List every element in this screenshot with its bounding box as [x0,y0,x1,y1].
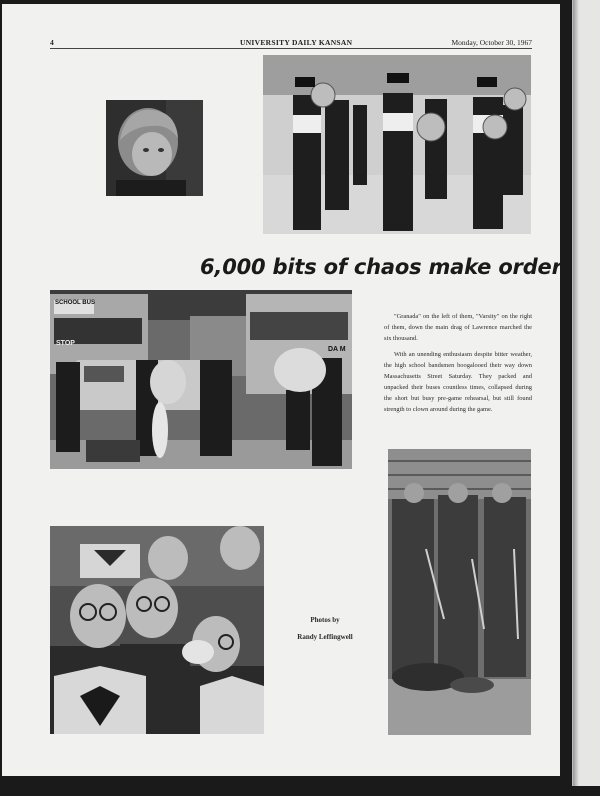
page-number: 4 [50,38,54,47]
stop-sign: STOP [56,340,75,347]
issue-date: Monday, October 30, 1967 [451,38,532,47]
photo-child-portrait [106,100,203,196]
bus-number-sign: DA M [328,346,346,353]
photo-credit [282,612,368,646]
story-paragraph: "Granada" on the left of them, "Varsity" on the right of them, down the main drag of Lawrence marched the six thousand. [384,313,532,342]
credit-label: Photos by [310,616,340,624]
masthead [50,38,532,48]
story-text [384,311,532,420]
photo-marching-band [263,55,531,234]
headline: 6,000 bits of chaos make order [200,255,562,279]
story-paragraph: With an unending enthusiasm despite bitter weather, the high school bandsmen boogalooed their way down Massachusetts Street Saturday. They packed and unpacked their buses countless times, collapsed during the short but busy pre-game rehearsal, but still found strength to clown around during the game. [384,351,532,413]
school-bus-sign: SCHOOL BUS [55,300,95,306]
photo-bandsmen-trombones [388,449,531,735]
photographer-name: Randy Leffingwell [297,633,353,641]
adjacent-page-edge [572,0,600,786]
photo-smiling-bandsmen [50,526,264,734]
masthead-rule [50,48,532,49]
paper-name: UNIVERSITY DAILY KANSAN [240,38,353,47]
photo-buses-bandsmen [50,290,352,469]
